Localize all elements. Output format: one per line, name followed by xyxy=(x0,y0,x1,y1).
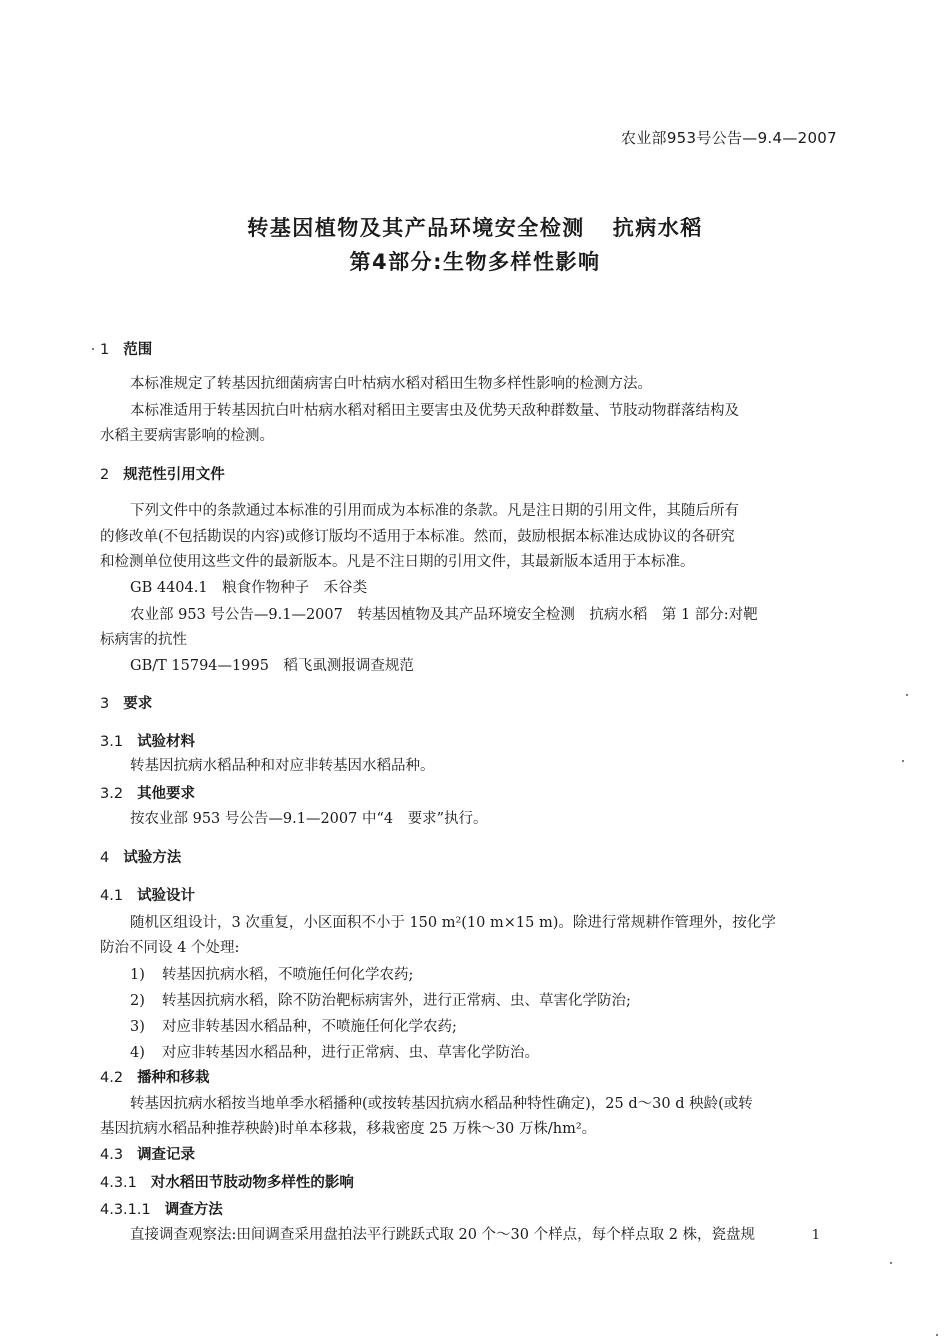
section-2-para-line-1: 下列文件中的条款通过本标准的引用而成为本标准的条款。凡是注日期的引用文件，其随后所有 xyxy=(130,503,739,519)
section-4-heading: 4 试验方法 xyxy=(100,850,182,866)
title-subject: 抗病水稻 xyxy=(612,216,703,240)
section-1-para-1: 本标准规定了转基因抗细菌病害白叶枯病水稻对稻田生物多样性影响的检测方法。 xyxy=(130,376,652,392)
section-4-2-line-2: 基因抗病水稻品种推荐秧龄)时单本移栽，移栽密度 25 万株～30 万株/hm²。 xyxy=(100,1121,597,1137)
list-item: 3) 对应非转基因水稻品种，不喷施任何化学农药; xyxy=(130,1019,457,1035)
section-4-1-heading: 4.1 试验设计 xyxy=(100,888,196,904)
section-1-para-2-line-2: 水稻主要病害影响的检测。 xyxy=(100,428,274,444)
section-4-3-1-heading: 4.3.1 对水稻田节肢动物多样性的影响 xyxy=(100,1175,354,1191)
section-3-2-text: 按农业部 953 号公告—9.1—2007 中“4 要求”执行。 xyxy=(130,811,488,827)
section-4-3-1-1-heading: 4.3.1.1 调查方法 xyxy=(100,1202,223,1218)
scan-speck xyxy=(92,348,94,350)
section-3-1-heading: 3.1 试验材料 xyxy=(100,734,196,750)
reference-moa-953-line-2: 标病害的抗性 xyxy=(100,632,187,648)
section-2-para-line-2: 的修改单(不包括勘误的内容)或修订版均不适用于本标准。然而，鼓励根据本标准达成协议的各研究 xyxy=(100,529,735,545)
scan-speck xyxy=(906,694,908,696)
page-number: 1 xyxy=(811,1228,820,1243)
scan-speck xyxy=(902,760,904,762)
section-4-1-line-2: 防治不同设 4 个处理: xyxy=(100,940,240,956)
section-4-2-heading: 4.2 播种和移栽 xyxy=(100,1070,210,1086)
scan-speck xyxy=(890,1262,892,1264)
document-title-line-1 xyxy=(0,212,950,242)
section-1-para-2-line-1: 本标准适用于转基因抗白叶枯病水稻对稻田主要害虫及优势天敌种群数量、节肢动物群落结构及 xyxy=(130,403,739,419)
section-3-1-text: 转基因抗病水稻品种和对应非转基因水稻品种。 xyxy=(130,758,435,774)
section-4-2-line-1: 转基因抗病水稻按当地单季水稻播种(或按转基因抗病水稻品种特性确定)，25 d～30 d 秧龄(或转 xyxy=(130,1096,753,1112)
section-4-3-heading: 4.3 调查记录 xyxy=(100,1147,196,1163)
title-main: 转基因植物及其产品环境安全检测 xyxy=(247,216,585,240)
reference-gb-4404: GB 4404.1 粮食作物种子 禾谷类 xyxy=(130,580,368,596)
list-item: 4) 对应非转基因水稻品种，进行正常病、虫、草害化学防治。 xyxy=(130,1045,539,1061)
section-3-heading: 3 要求 xyxy=(100,696,153,712)
reference-moa-953-line-1: 农业部 953 号公告—9.1—2007 转基因植物及其产品环境安全检测 抗病水稻 第 1 部分:对靶 xyxy=(130,607,758,623)
section-4-3-1-1-text: 直接调查观察法:田间调查采用盘拍法平行跳跃式取 20 个～30 个样点，每个样点取 2 株，瓷盘规 xyxy=(130,1227,756,1243)
list-item: 2) 转基因抗病水稻，除不防治靶标病害外，进行正常病、虫、草害化学防治; xyxy=(130,993,631,1009)
section-2-para-line-3: 和检测单位使用这些文件的最新版本。凡是不注日期的引用文件，其最新版本适用于本标准。 xyxy=(100,554,695,570)
document-title-line-2: 第4部分:生物多样性影响 xyxy=(349,250,601,274)
scan-speck xyxy=(936,1334,938,1336)
section-4-1-line-1: 随机区组设计，3 次重复，小区面积不小于 150 m²(10 m×15 m)。除进行常规耕作管理外，按化学 xyxy=(130,915,776,931)
document-number: 农业部953号公告—9.4—2007 xyxy=(620,129,837,147)
section-1-heading: 1 范围 xyxy=(100,342,153,358)
section-2-heading: 2 规范性引用文件 xyxy=(100,467,225,483)
reference-gbt-15794: GB/T 15794—1995 稻飞虱测报调查规范 xyxy=(130,658,414,674)
section-3-2-heading: 3.2 其他要求 xyxy=(100,786,196,802)
list-item: 1) 转基因抗病水稻，不喷施任何化学农药; xyxy=(130,967,414,983)
